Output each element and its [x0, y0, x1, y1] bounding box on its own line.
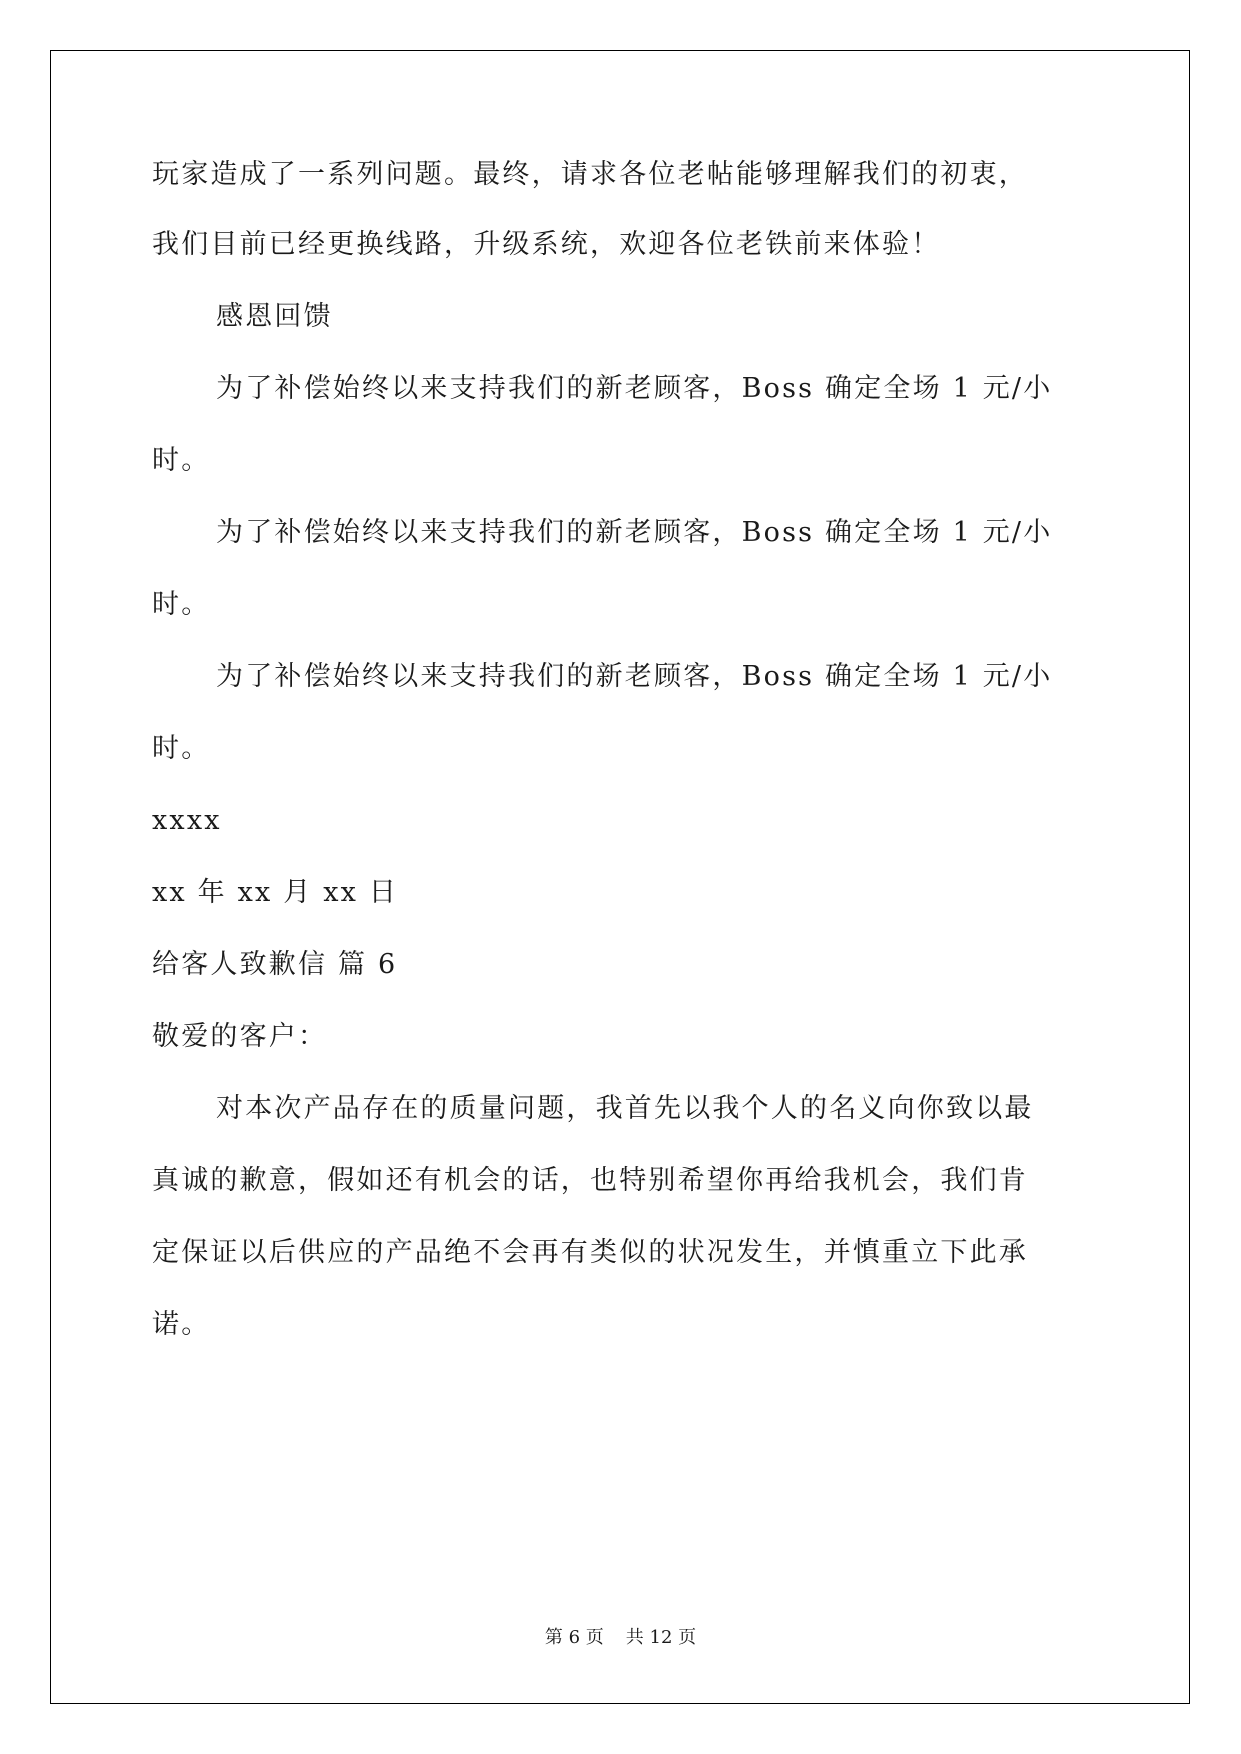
text-line: 对本次产品存在的质量问题，我首先以我个人的名义向你致以最 — [216, 1093, 1034, 1124]
page-number-total: 共 12 页 — [625, 1627, 697, 1648]
text-line: 真诚的歉意，假如还有机会的话，也特别希望你再给我机会，我们肯 — [152, 1165, 1028, 1196]
letter-title: 给客人致歉信 篇 6 — [152, 949, 398, 980]
text-line: 定保证以后供应的产品绝不会再有类似的状况发生，并慎重立下此承 — [152, 1237, 1028, 1268]
text-line: 我们目前已经更换线路，升级系统，欢迎各位老铁前来体验！ — [152, 229, 941, 260]
text-line: 时。 — [152, 589, 211, 620]
signature-date: xx 年 xx 月 xx 日 — [152, 877, 399, 908]
page-number-current: 第 6 页 — [544, 1627, 604, 1648]
text-line: 为了补偿始终以来支持我们的新老顾客，Boss 确定全场 1 元/小 — [216, 661, 1053, 692]
section-heading: 感恩回馈 — [216, 301, 333, 332]
page-footer — [0, 1626, 1241, 1650]
text-line: 为了补偿始终以来支持我们的新老顾客，Boss 确定全场 1 元/小 — [216, 373, 1053, 404]
signature-name: xxxx — [152, 805, 222, 836]
text-line: 为了补偿始终以来支持我们的新老顾客，Boss 确定全场 1 元/小 — [216, 517, 1053, 548]
text-line: 诺。 — [152, 1309, 211, 1340]
text-line: 时。 — [152, 733, 211, 764]
text-line: 时。 — [152, 445, 211, 476]
salutation: 敬爱的客户： — [152, 1021, 328, 1052]
text-line: 玩家造成了一系列问题。最终，请求各位老帖能够理解我们的初衷， — [152, 159, 1028, 190]
